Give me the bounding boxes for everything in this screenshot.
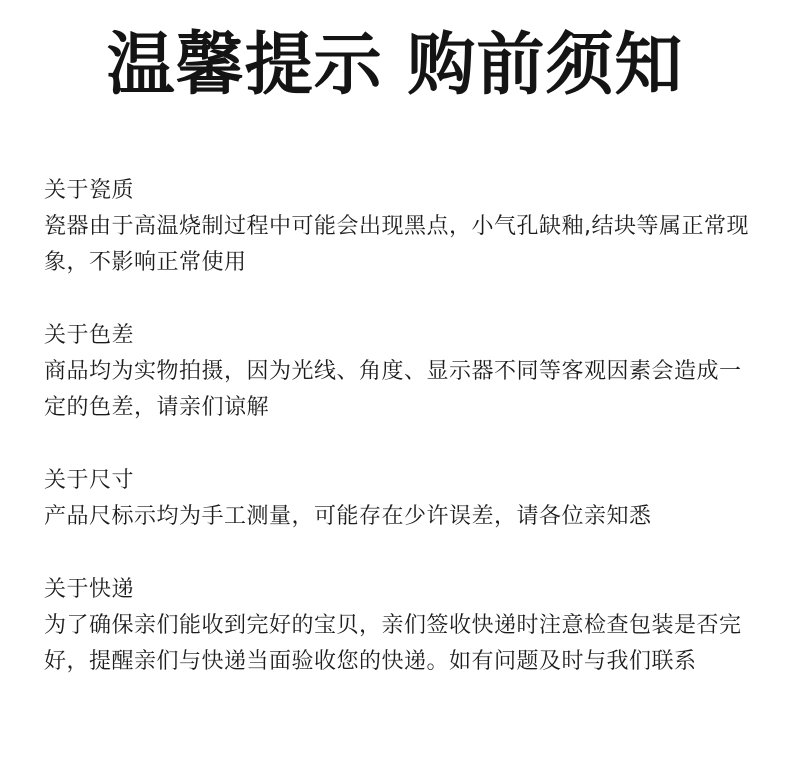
notice-section-size: [44, 463, 754, 535]
section-heading: 关于快递: [44, 577, 135, 602]
notice-section-color-difference: [44, 318, 754, 426]
section-body: 瓷器由于高温烧制过程中可能会出现黑点，小气孔缺釉,结块等属正常现象，不影响正常使用: [44, 214, 749, 275]
section-heading: 关于色差: [44, 323, 135, 348]
notice-section-delivery: [44, 572, 754, 680]
section-body: 商品均为实物拍摄，因为光线、角度、显示器不同等客观因素会造成一定的色差，请亲们谅解: [44, 359, 742, 420]
notice-section-porcelain: [44, 173, 754, 281]
section-heading: 关于尺寸: [44, 468, 135, 493]
notice-list: [44, 173, 754, 717]
section-body: 为了确保亲们能收到完好的宝贝，亲们签收快递时注意检查包装是否完好，提醒亲们与快递当面验收您的快递。如有问题及时与我们联系: [44, 613, 742, 674]
section-heading: 关于瓷质: [44, 178, 135, 203]
section-body: 产品尺标示均为手工测量，可能存在少许误差，请各位亲知悉: [44, 504, 652, 529]
page-title: 温馨提示 购前须知: [106, 26, 684, 105]
